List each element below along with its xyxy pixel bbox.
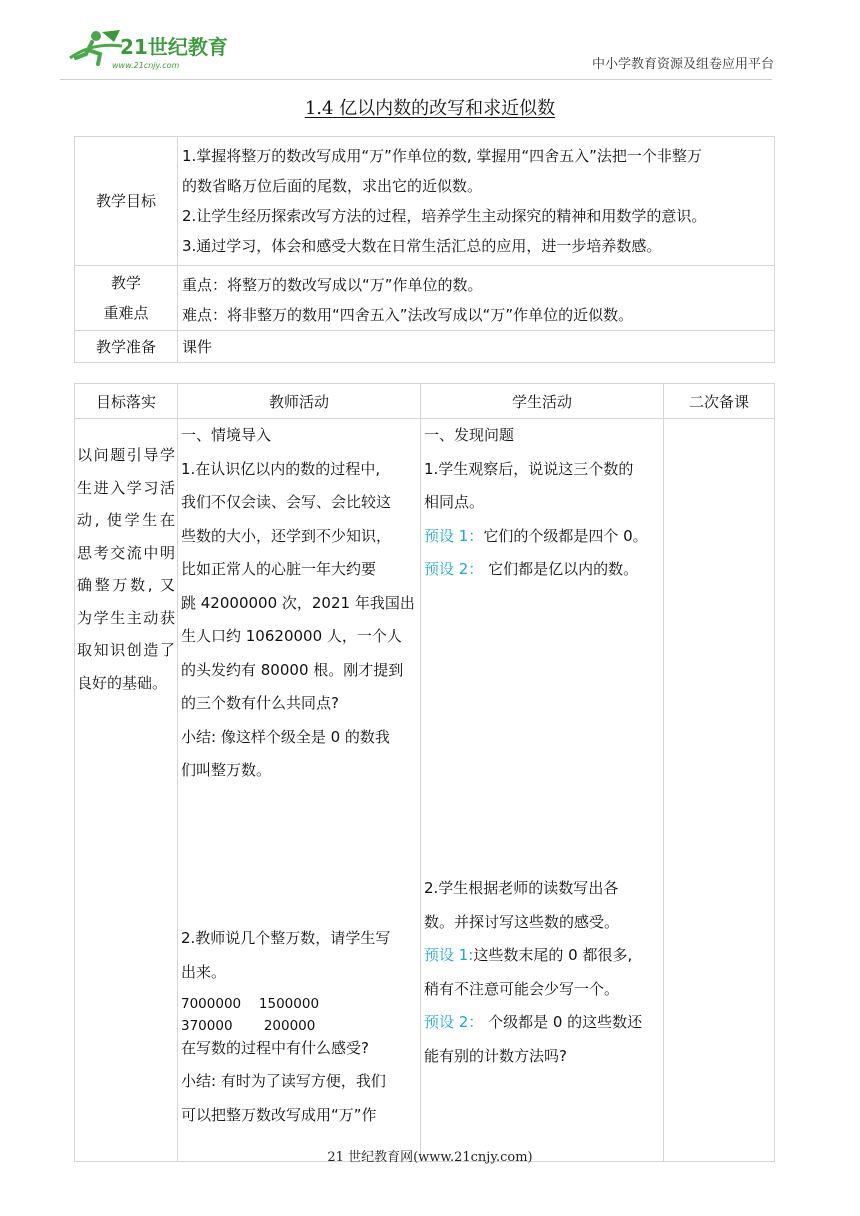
- student-activity: 一、发现问题 1.学生观察后，说说这三个数的 相同点。 预设 1：它们的个级都是四个 0。 预设 2： 它们都是亿以内的数。 2.学生根据老师的读数写出各 数。并探讨写这些数的感受。 预设 1:这些数末尾的 0 都很多, 稍有不注意可能会少写一个。 预设 2： 个级都是 0 的这些数还 能有别的计数方法吗?: [421, 419, 664, 1162]
- header-second-prep: 二次备课: [664, 384, 775, 419]
- info-table: [74, 136, 775, 363]
- header-teacher: 教师活动: [178, 384, 421, 419]
- key-points-label: 教学 重难点: [75, 266, 178, 331]
- header-divider: [60, 79, 772, 80]
- second-prep-cell: [664, 419, 775, 1162]
- page-footer: 21 世纪教育网(www.21cnjy.com): [327, 1150, 533, 1165]
- logo-url: www.21cnjy.com: [112, 61, 180, 70]
- page-title: 1.4 亿以内数的改写和求近似数: [304, 98, 556, 119]
- header-student: 学生活动: [421, 384, 664, 419]
- page-header: [0, 0, 860, 80]
- activity-table: [74, 383, 775, 1162]
- goal-text: 以问题引导学生进入学习活动, 使学生在思考交流中明确整万数, 又为学生主动获取知识创造了良好的基础。: [75, 419, 178, 1162]
- goal-content: 1.掌握将整万的数改写成用“万”作单位的数, 掌握用“四舍五入”法把一个非整万 的数省略万位后面的尾数，求出它的近似数。 2.让学生经历探索改写方法的过程，培养学生主动探究的精神和用数学的意识。 3.通过学习，体会和感受大数在日常生活汇总的应用，进一步培养数感。: [178, 137, 775, 266]
- prep-value: 课件: [178, 331, 775, 363]
- prep-label: 教学准备: [75, 331, 178, 363]
- header-goal: 目标落实: [75, 384, 178, 419]
- key-points-content: 重点：将整万的数改写成以“万”作单位的数。 难点：将非整万的数用“四舍五入”法改写成以“万”作单位的近似数。: [178, 266, 775, 331]
- teacher-activity: 一、情境导入 1.在认识亿以内的数的过程中, 我们不仅会读、会写、会比较这 些数的大小，还学到不少知识， 比如正常人的心脏一年大约要 跳 42000000 次，2021 年我国出 生人口约 10620000 人，一个人 的头发约有 80000 根。刚才提到 的三个数有什么共同点? 小结: 像这样个级全是 0 的数我 们叫整万数。 2.教师说几个整万数，请学生写 出来。 7000000 1500000 370000 200000 在写数的过程中有什么感受? 小结: 有时为了读写方便，我们 可以把整万数改写成用“万”作: [178, 419, 421, 1162]
- goal-label: 教学目标: [75, 137, 178, 266]
- logo-icon: [62, 28, 232, 74]
- platform-name: 中小学教育资源及组卷应用平台: [591, 57, 774, 72]
- logo-text: 21世纪教育: [120, 35, 228, 59]
